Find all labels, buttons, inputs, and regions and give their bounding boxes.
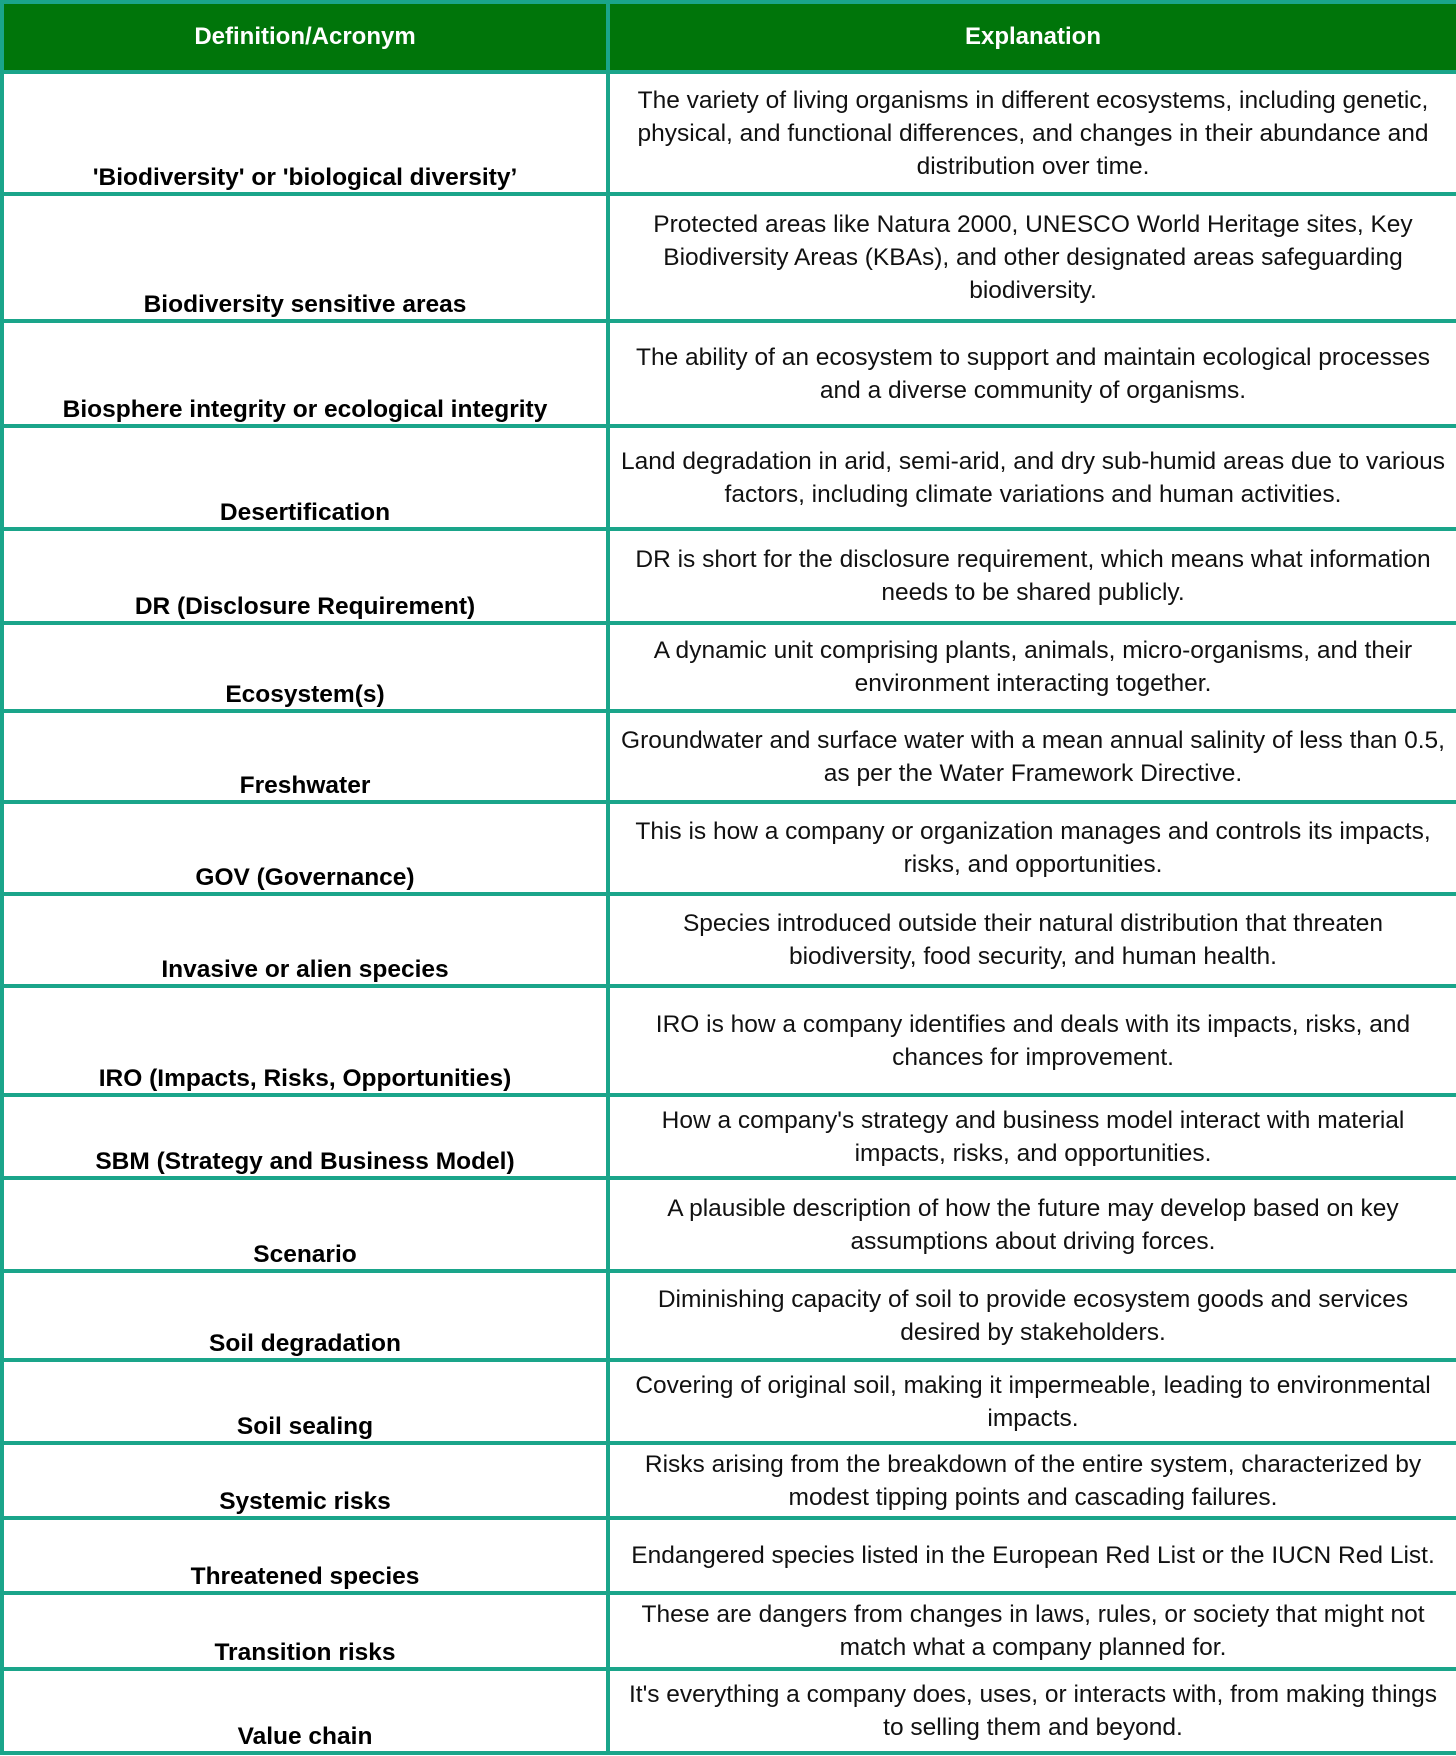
table-row <box>2 1271 1456 1360</box>
term-cell: GOV (Governance) <box>2 802 608 894</box>
explanation-cell: Risks arising from the breakdown of the entire system, characterized by modest tipping points and cascading failures. <box>608 1443 1456 1518</box>
term-cell: SBM (Strategy and Business Model) <box>2 1095 608 1178</box>
table-row <box>2 711 1456 802</box>
table-row <box>2 426 1456 529</box>
term-cell: Systemic risks <box>2 1443 608 1518</box>
table-row <box>2 1443 1456 1518</box>
explanation-cell: Diminishing capacity of soil to provide ecosystem goods and services desired by stakeholders. <box>608 1271 1456 1360</box>
explanation-cell: Groundwater and surface water with a mean annual salinity of less than 0.5, as per the Water Framework Directive. <box>608 711 1456 802</box>
table-row <box>2 623 1456 711</box>
explanation-cell: Protected areas like Natura 2000, UNESCO World Heritage sites, Key Biodiversity Areas (KBAs), and other designated areas safeguarding biodiversity. <box>608 194 1456 321</box>
table-row <box>2 1518 1456 1593</box>
term-cell: Invasive or alien species <box>2 894 608 986</box>
table-row <box>2 1360 1456 1443</box>
explanation-cell: Species introduced outside their natural distribution that threaten biodiversity, food security, and human health. <box>608 894 1456 986</box>
explanation-cell: This is how a company or organization manages and controls its impacts, risks, and opportunities. <box>608 802 1456 894</box>
explanation-cell: It's everything a company does, uses, or interacts with, from making things to selling them and beyond. <box>608 1669 1456 1753</box>
table-row <box>2 894 1456 986</box>
explanation-cell: These are dangers from changes in laws, rules, or society that might not match what a company planned for. <box>608 1593 1456 1669</box>
table-row <box>2 1095 1456 1178</box>
term-cell: Desertification <box>2 426 608 529</box>
explanation-cell: A plausible description of how the future may develop based on key assumptions about driving forces. <box>608 1178 1456 1271</box>
term-cell: Soil degradation <box>2 1271 608 1360</box>
table-row <box>2 1593 1456 1669</box>
explanation-cell: DR is short for the disclosure requirement, which means what information needs to be shared publicly. <box>608 529 1456 623</box>
header-row <box>2 2 1456 72</box>
term-cell: Transition risks <box>2 1593 608 1669</box>
term-cell: 'Biodiversity' or 'biological diversity’ <box>2 72 608 194</box>
table-row <box>2 986 1456 1095</box>
explanation-cell: Endangered species listed in the European Red List or the IUCN Red List. <box>608 1518 1456 1593</box>
term-cell: DR (Disclosure Requirement) <box>2 529 608 623</box>
explanation-cell: How a company's strategy and business model interact with material impacts, risks, and opportunities. <box>608 1095 1456 1178</box>
table-row <box>2 72 1456 194</box>
header-definition: Definition/Acronym <box>2 2 608 72</box>
table-row <box>2 529 1456 623</box>
explanation-cell: The variety of living organisms in different ecosystems, including genetic, physical, and functional differences, and changes in their abundance and distribution over time. <box>608 72 1456 194</box>
term-cell: Scenario <box>2 1178 608 1271</box>
term-cell: Value chain <box>2 1669 608 1753</box>
table-row <box>2 802 1456 894</box>
term-cell: Soil sealing <box>2 1360 608 1443</box>
table-row <box>2 194 1456 321</box>
term-cell: Biosphere integrity or ecological integrity <box>2 321 608 426</box>
term-cell: Threatened species <box>2 1518 608 1593</box>
header-explanation: Explanation <box>608 2 1456 72</box>
table-row <box>2 321 1456 426</box>
term-cell: Freshwater <box>2 711 608 802</box>
table-row <box>2 1178 1456 1271</box>
term-cell: IRO (Impacts, Risks, Opportunities) <box>2 986 608 1095</box>
explanation-cell: The ability of an ecosystem to support and maintain ecological processes and a diverse community of organisms. <box>608 321 1456 426</box>
explanation-cell: Covering of original soil, making it impermeable, leading to environmental impacts. <box>608 1360 1456 1443</box>
term-cell: Ecosystem(s) <box>2 623 608 711</box>
table-row <box>2 1669 1456 1753</box>
term-cell: Biodiversity sensitive areas <box>2 194 608 321</box>
explanation-cell: Land degradation in arid, semi-arid, and dry sub-humid areas due to various factors, including climate variations and human activities. <box>608 426 1456 529</box>
explanation-cell: A dynamic unit comprising plants, animals, micro-organisms, and their environment interacting together. <box>608 623 1456 711</box>
explanation-cell: IRO is how a company identifies and deals with its impacts, risks, and chances for improvement. <box>608 986 1456 1095</box>
